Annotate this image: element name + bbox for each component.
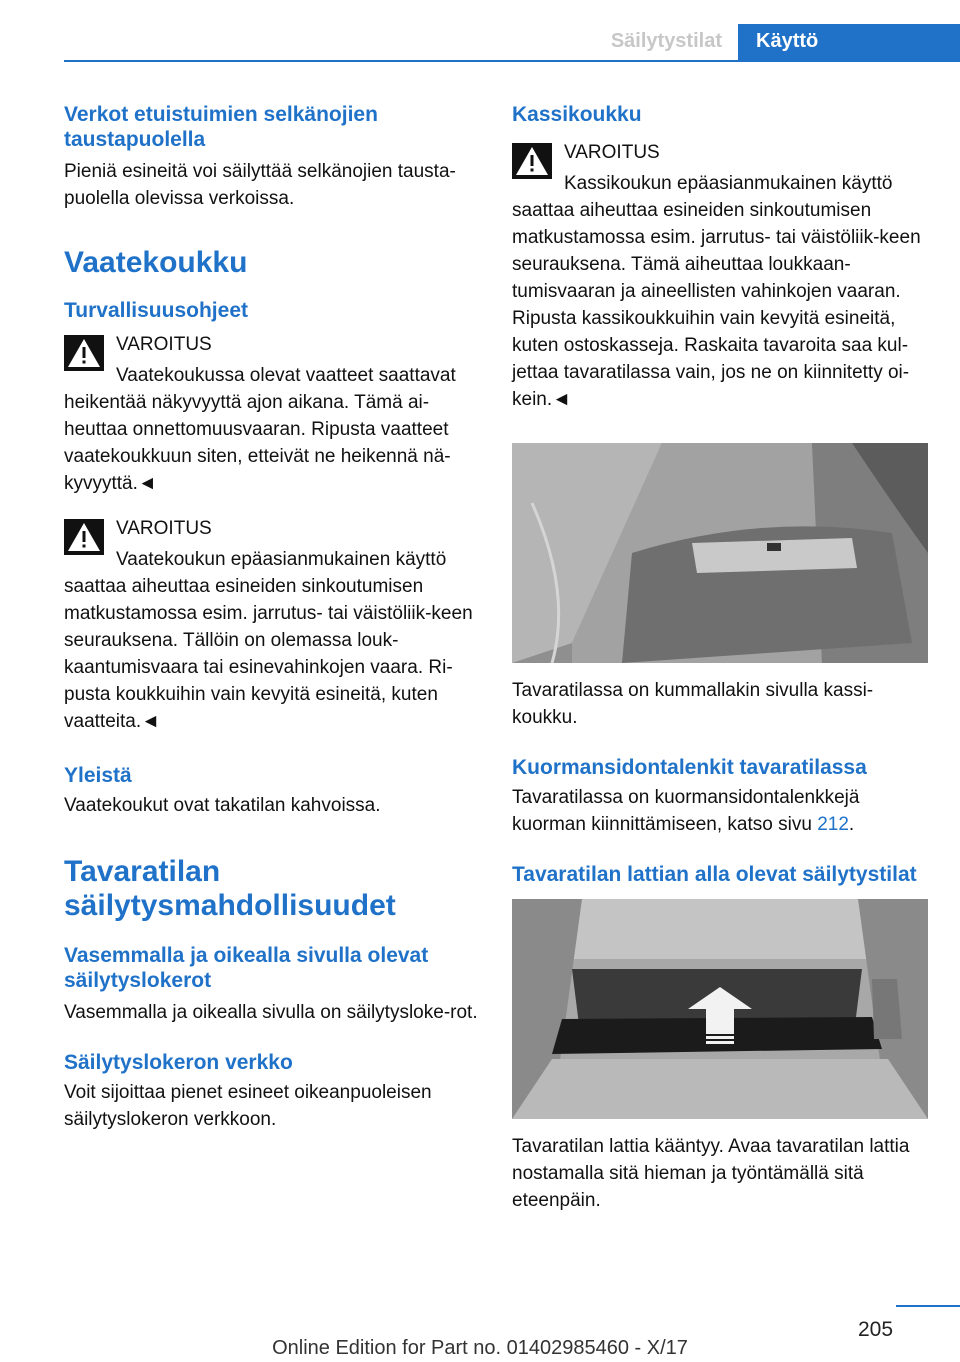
bag-hook-photo xyxy=(512,443,928,663)
heading-general: Yleistä xyxy=(64,764,132,787)
warning-2-title: VAROITUS xyxy=(116,518,212,539)
warning-1-title: VAROITUS xyxy=(116,334,212,355)
warning-2-first: Vaatekoukun epäasianmukainen käyttö xyxy=(116,549,447,570)
text-tie-downs-end: . xyxy=(848,814,855,835)
warning-1-first: Vaatekoukussa olevat vaatteet saattavat xyxy=(116,365,456,386)
caption-bag-hook: Tavaratilassa on kummallakin sivulla kassi-koukku. xyxy=(512,680,874,728)
left-column xyxy=(64,102,478,1133)
text-compartment-net: Voit sijoittaa pienet esineet oikeanpuoleisen säilytyslokeron verkkoon. xyxy=(64,1082,432,1130)
heading-coat-hook: Vaatekoukku xyxy=(64,246,248,279)
caption-floor: Tavaratilan lattia kääntyy. Avaa tavaratilan lattia nostamalla sitä hieman ja työntämällä sitä eteenpäin. xyxy=(512,1136,910,1211)
heading-safety: Turvallisuusohjeet xyxy=(64,299,248,322)
text-side-compartments: Vasemmalla ja oikealla sivulla on säilytysloke-rot. xyxy=(64,1002,478,1023)
warning-1 xyxy=(64,331,478,497)
edition-footer: Online Edition for Part no. 01402985460 - X/17 xyxy=(272,1337,688,1359)
text-nets: Pieniä esineitä voi säilyttää selkänojien tausta-puolella olevissa verkoissa. xyxy=(64,161,456,209)
warning-3 xyxy=(512,139,928,413)
heading-compartment-net: Säilytyslokeron verkko xyxy=(64,1051,293,1074)
warning-3-first: Kassikoukun epäasianmukainen käyttö xyxy=(564,173,893,194)
heading-bag-hook: Kassikoukku xyxy=(512,103,642,126)
page-number: 205 xyxy=(858,1318,894,1341)
warning-3-text: saattaa aiheuttaa esineiden sinkoutumisen matkustamossa esim. jarrutus- tai väistöliik-keen seurauksena. Tämä aiheuttaa loukkaan-tumisvaaran ja aineellisten vahinkojen vaaran. Ripusta kassikoukkuihin vain kevyitä esineitä, kuten ostoskasseja. Raskaita tavaroita saa kul-jettaa tavaratilassa vain, jos ne on kiinnitetty oi-kein.◄ xyxy=(512,200,921,410)
section-label: Säilytystilat xyxy=(610,30,722,52)
right-column xyxy=(512,102,928,1214)
active-tab[interactable]: Käyttö xyxy=(738,24,960,62)
warning-2-text: saattaa aiheuttaa esineiden sinkoutumisen matkustamossa esim. jarrutus- tai väistöliik-keen seurauksena. Tällöin on olemassa louk-kaantumisvaara tai esinevahinkojen vaara. Ri-pusta koukkuihin vain kevyitä esineitä, kuten vaatteita.◄ xyxy=(64,576,473,732)
page-header xyxy=(0,24,960,62)
warning-icon xyxy=(512,143,552,179)
warning-icon xyxy=(64,519,104,555)
heading-side-compartments: Vasemmalla ja oikealla sivulla olevat säilytyslokerot xyxy=(64,944,429,992)
page-link-212[interactable]: 212 xyxy=(817,814,849,835)
footer-rule xyxy=(896,1305,960,1307)
heading-nets: Verkot etuistuimien selkänojien taustapuolella xyxy=(64,103,378,151)
warning-2 xyxy=(64,515,478,735)
warning-3-title: VAROITUS xyxy=(564,142,660,163)
heading-floor-storage: Tavaratilan lattian alla olevat säilytystilat xyxy=(512,863,917,886)
text-general: Vaatekoukut ovat takatilan kahvoissa. xyxy=(64,795,381,816)
warning-1-text: heikentää näkyvyyttä ajon aikana. Tämä ai-heuttaa onnettomuusvaaran. Ripusta vaatteet vaatekoukkuun siten, etteivät ne heikennä nä-kyvyyttä.◄ xyxy=(64,392,451,494)
heading-tie-downs: Kuormansidontalenkit tavaratilassa xyxy=(512,756,867,779)
trunk-floor-photo xyxy=(512,899,928,1119)
text-tie-downs-body: Tavaratilassa on kuormansidontalenkkejä kuorman kiinnittämiseen, katso sivu xyxy=(512,787,860,835)
text-tie-downs xyxy=(512,784,928,838)
warning-icon xyxy=(64,335,104,371)
heading-trunk-storage: Tavaratilan säilytysmahdollisuudet xyxy=(64,855,396,922)
header-rule xyxy=(64,60,960,62)
